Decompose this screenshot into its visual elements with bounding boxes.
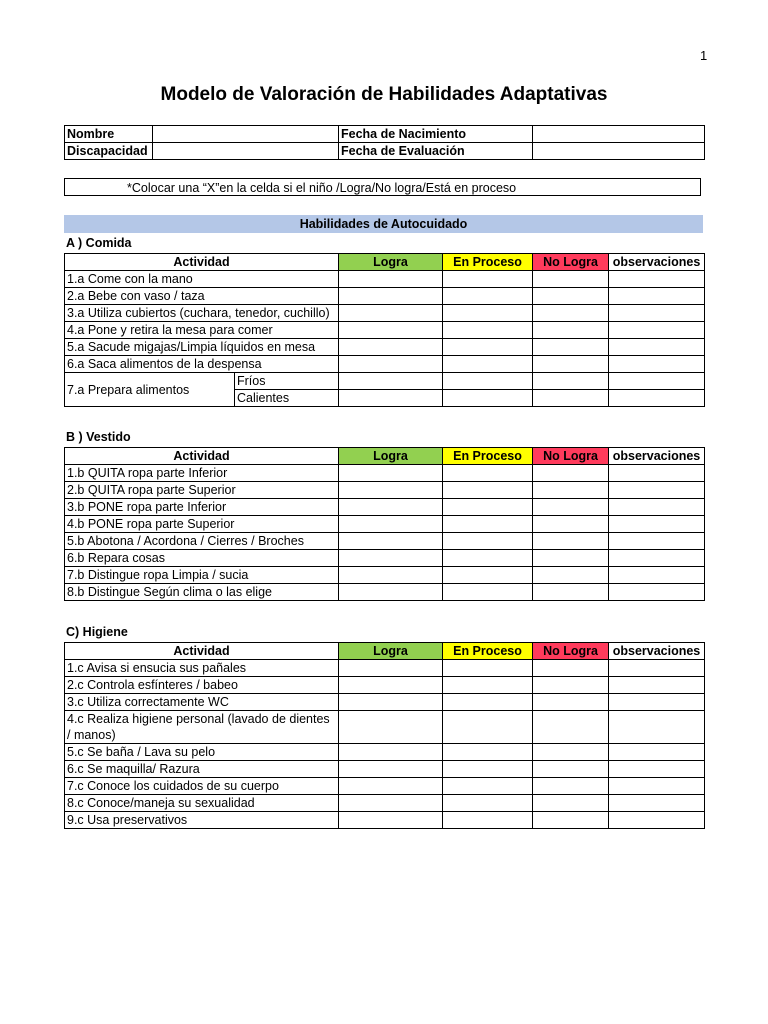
activity-label: 6.a Saca alimentos de la despensa [65,356,339,373]
no-logra-cell[interactable] [533,795,609,812]
table-row [65,778,705,795]
activity-label: 1.a Come con la mano [65,271,339,288]
observaciones-cell[interactable] [609,812,705,829]
activity-label: 8.b Distingue Según clima o las elige [65,584,339,601]
en-proceso-cell[interactable] [443,694,533,711]
no-logra-cell[interactable] [533,533,609,550]
logra-header: Logra [339,643,443,660]
activity-label: 5.a Sacude migajas/Limpia líquidos en mesa [65,339,339,356]
observaciones-cell[interactable] [609,567,705,584]
en-proceso-cell[interactable] [443,711,533,744]
activity-label: 2.c Controla esfínteres / babeo [65,677,339,694]
logra-cell[interactable] [339,322,443,339]
no-logra-cell[interactable] [533,339,609,356]
logra-cell[interactable] [339,567,443,584]
activity-label: 5.c Se baña / Lava su pelo [65,744,339,761]
observaciones-cell[interactable] [609,322,705,339]
higiene-label: C) Higiene [66,625,128,639]
comida-table [64,253,705,407]
table-row [65,584,705,601]
observaciones-cell[interactable] [609,584,705,601]
page-number: 1 [700,48,708,63]
logra-header: Logra [339,448,443,465]
no-logra-cell[interactable] [533,694,609,711]
observaciones-cell[interactable] [609,390,705,407]
activity-label: 2.a Bebe con vaso / taza [65,288,339,305]
no-logra-cell[interactable] [533,584,609,601]
observaciones-cell[interactable] [609,550,705,567]
observaciones-header: observaciones [609,254,705,271]
no-logra-cell[interactable] [533,660,609,677]
activity-label: 6.b Repara cosas [65,550,339,567]
en-proceso-cell[interactable] [443,584,533,601]
table-row [65,761,705,778]
logra-cell[interactable] [339,482,443,499]
logra-cell[interactable] [339,356,443,373]
table-row [65,499,705,516]
table-row [65,567,705,584]
en-proceso-cell[interactable] [443,516,533,533]
info-table [64,125,705,160]
observaciones-cell[interactable] [609,465,705,482]
observaciones-cell[interactable] [609,694,705,711]
observaciones-cell[interactable] [609,356,705,373]
observaciones-cell[interactable] [609,499,705,516]
logra-cell[interactable] [339,533,443,550]
actividad-header: Actividad [65,643,339,660]
observaciones-cell[interactable] [609,660,705,677]
actividad-header: Actividad [65,448,339,465]
no-logra-header: No Logra [533,448,609,465]
sub-activity-label: Calientes [235,390,339,407]
no-logra-header: No Logra [533,254,609,271]
table-row [65,711,705,744]
en-proceso-cell[interactable] [443,812,533,829]
activity-label: 4.b PONE ropa parte Superior [65,516,339,533]
logra-cell[interactable] [339,305,443,322]
logra-cell[interactable] [339,516,443,533]
activity-label: 3.b PONE ropa parte Inferior [65,499,339,516]
page-title: Modelo de Valoración de Habilidades Adaptativas [160,84,608,105]
discapacidad-label: Discapacidad [65,143,153,160]
table-row [65,271,705,288]
activity-label: 6.c Se maquilla/ Razura [65,761,339,778]
logra-cell[interactable] [339,795,443,812]
logra-cell[interactable] [339,677,443,694]
logra-cell[interactable] [339,390,443,407]
no-logra-header: No Logra [533,643,609,660]
en-proceso-cell[interactable] [443,778,533,795]
table-row [65,339,705,356]
observaciones-cell[interactable] [609,795,705,812]
actividad-header: Actividad [65,254,339,271]
activity-label: 4.a Pone y retira la mesa para comer [65,322,339,339]
no-logra-cell[interactable] [533,499,609,516]
no-logra-cell[interactable] [533,271,609,288]
no-logra-cell[interactable] [533,322,609,339]
observaciones-cell[interactable] [609,744,705,761]
en-proceso-header: En Proceso [443,643,533,660]
logra-cell[interactable] [339,761,443,778]
no-logra-cell[interactable] [533,288,609,305]
fecha-nacimiento-label: Fecha de Nacimiento [339,126,533,143]
no-logra-cell[interactable] [533,761,609,778]
no-logra-cell[interactable] [533,744,609,761]
observaciones-cell[interactable] [609,516,705,533]
fecha-evaluacion-label: Fecha de Evaluación [339,143,533,160]
activity-label: 7.c Conoce los cuidados de su cuerpo [65,778,339,795]
en-proceso-cell[interactable] [443,482,533,499]
activity-label: 2.b QUITA ropa parte Superior [65,482,339,499]
observaciones-cell[interactable] [609,711,705,744]
table-row [65,465,705,482]
table-row [65,533,705,550]
no-logra-cell[interactable] [533,812,609,829]
en-proceso-cell[interactable] [443,795,533,812]
en-proceso-header: En Proceso [443,254,533,271]
en-proceso-cell[interactable] [443,339,533,356]
table-row [65,812,705,829]
vestido-table [64,447,705,601]
logra-cell[interactable] [339,711,443,744]
observaciones-header: observaciones [609,448,705,465]
logra-cell[interactable] [339,373,443,390]
en-proceso-cell[interactable] [443,761,533,778]
en-proceso-cell[interactable] [443,373,533,390]
table-row [65,516,705,533]
table-row [65,305,705,322]
table-row [65,677,705,694]
observaciones-cell[interactable] [609,373,705,390]
logra-cell[interactable] [339,744,443,761]
activity-label: 7.b Distingue ropa Limpia / sucia [65,567,339,584]
observaciones-cell[interactable] [609,778,705,795]
observaciones-cell[interactable] [609,482,705,499]
logra-cell[interactable] [339,778,443,795]
discapacidad-field[interactable] [153,143,339,160]
logra-cell[interactable] [339,550,443,567]
logra-cell[interactable] [339,812,443,829]
table-row [65,356,705,373]
en-proceso-header: En Proceso [443,448,533,465]
logra-cell[interactable] [339,271,443,288]
activity-label: 4.c Realiza higiene personal (lavado de dientes / manos) [65,711,339,744]
table-row [65,288,705,305]
activity-label: 7.a Prepara alimentos [65,373,235,407]
table-row [65,322,705,339]
logra-header: Logra [339,254,443,271]
activity-label: 9.c Usa preservativos [65,812,339,829]
higiene-table [64,642,705,829]
section-band: Habilidades de Autocuidado [64,215,703,233]
observaciones-cell[interactable] [609,288,705,305]
table-row [65,373,705,390]
logra-cell[interactable] [339,660,443,677]
en-proceso-cell[interactable] [443,550,533,567]
en-proceso-cell[interactable] [443,744,533,761]
en-proceso-cell[interactable] [443,533,533,550]
no-logra-cell[interactable] [533,305,609,322]
observaciones-cell[interactable] [609,533,705,550]
table-row [65,482,705,499]
no-logra-cell[interactable] [533,778,609,795]
logra-cell[interactable] [339,465,443,482]
en-proceso-cell[interactable] [443,305,533,322]
nombre-field[interactable] [153,126,339,143]
instruction-note: *Colocar una “X”en la celda si el niño /Logra/No logra/Está en proceso [64,178,701,196]
no-logra-cell[interactable] [533,390,609,407]
fecha-evaluacion-field[interactable] [533,143,705,160]
table-row [65,795,705,812]
no-logra-cell[interactable] [533,356,609,373]
logra-cell[interactable] [339,499,443,516]
activity-label: 3.c Utiliza correctamente WC [65,694,339,711]
activity-label: 1.b QUITA ropa parte Inferior [65,465,339,482]
observaciones-header: observaciones [609,643,705,660]
logra-cell[interactable] [339,288,443,305]
activity-label: 3.a Utiliza cubiertos (cuchara, tenedor, cuchillo) [65,305,339,322]
en-proceso-cell[interactable] [443,390,533,407]
no-logra-cell[interactable] [533,567,609,584]
observaciones-cell[interactable] [609,761,705,778]
logra-cell[interactable] [339,339,443,356]
no-logra-cell[interactable] [533,373,609,390]
no-logra-cell[interactable] [533,465,609,482]
observaciones-cell[interactable] [609,305,705,322]
en-proceso-cell[interactable] [443,322,533,339]
fecha-nacimiento-field[interactable] [533,126,705,143]
observaciones-cell[interactable] [609,271,705,288]
en-proceso-cell[interactable] [443,356,533,373]
table-row [65,744,705,761]
en-proceso-cell[interactable] [443,271,533,288]
observaciones-cell[interactable] [609,339,705,356]
vestido-label: B ) Vestido [66,430,131,444]
no-logra-cell[interactable] [533,482,609,499]
table-row [65,660,705,677]
sub-activity-label: Fríos [235,373,339,390]
observaciones-cell[interactable] [609,677,705,694]
en-proceso-cell[interactable] [443,660,533,677]
activity-label: 8.c Conoce/maneja su sexualidad [65,795,339,812]
no-logra-cell[interactable] [533,677,609,694]
en-proceso-cell[interactable] [443,499,533,516]
en-proceso-cell[interactable] [443,567,533,584]
no-logra-cell[interactable] [533,711,609,744]
comida-label: A ) Comida [66,236,132,250]
activity-label: 5.b Abotona / Acordona / Cierres / Broches [65,533,339,550]
table-row [65,694,705,711]
en-proceso-cell[interactable] [443,465,533,482]
no-logra-cell[interactable] [533,516,609,533]
en-proceso-cell[interactable] [443,288,533,305]
activity-label: 1.c Avisa si ensucia sus pañales [65,660,339,677]
en-proceso-cell[interactable] [443,677,533,694]
table-row [65,550,705,567]
logra-cell[interactable] [339,694,443,711]
no-logra-cell[interactable] [533,550,609,567]
logra-cell[interactable] [339,584,443,601]
nombre-label: Nombre [65,126,153,143]
